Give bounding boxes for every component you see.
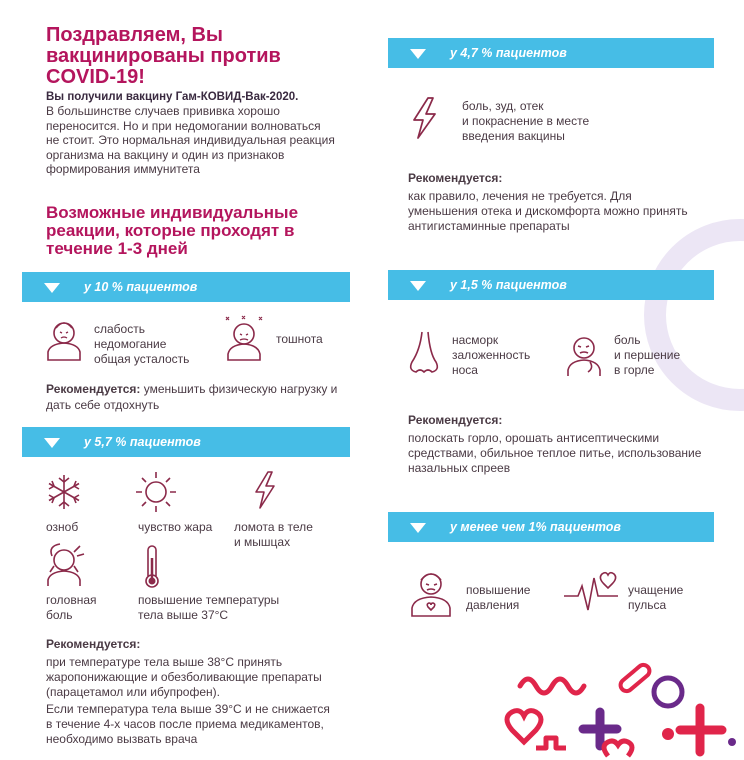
page-title: Поздравляем, Вы вакцинированы против COVID-19!	[46, 24, 281, 88]
triangle-icon	[410, 49, 426, 59]
band-label: у 4,7 % пациентов	[450, 46, 567, 60]
rec-text-5-7a: при температуре тела выше 38°С принять жаропонижающие и обезболивающие препараты (парацетамол или ибупрофен).	[46, 655, 322, 699]
symptom-nausea: тошнота	[276, 332, 323, 346]
rec-text: уменьшить физическую нагрузку и дать себе отдохнуть	[46, 382, 338, 412]
symptom-weakness: слабость недомогание общая усталость	[94, 322, 190, 366]
symptom-pulse: учащение пульса	[628, 583, 684, 612]
symptom-runny-nose: насморк заложенность носа	[452, 333, 531, 377]
band-label: у 1,5 % пациентов	[450, 278, 567, 292]
triangle-icon	[44, 438, 60, 448]
vaccine-line: Вы получили вакцину Гам-КОВИД-Вак-2020.	[46, 91, 299, 103]
rec-text-4-7: как правило, лечения не требуется. Для уменьшения отека и дискомфорта можно принять антигистаминные препараты	[408, 189, 688, 233]
weakness-person-icon	[44, 316, 84, 362]
headache-person-icon	[44, 542, 88, 588]
symptom-chills: озноб	[46, 520, 79, 534]
band-10-percent	[22, 272, 350, 302]
thermometer-icon	[140, 544, 164, 590]
symptom-body-aches: ломота в теле и мышцах	[234, 520, 313, 549]
rec-text-1-5: полоскать горло, орошать антисептическими средствами, обильное теплое питье, использование назальных спреев	[408, 431, 702, 475]
triangle-icon	[44, 283, 60, 293]
decor-shapes	[490, 662, 744, 760]
rec-label-1-5: Рекомендуется:	[408, 413, 503, 427]
band-label: у менее чем 1% пациентов	[450, 520, 621, 534]
band-5-7-percent	[22, 427, 350, 457]
symptom-fever-feeling: чувство жара	[138, 520, 213, 534]
band-less-1-percent	[388, 512, 714, 542]
symptom-temperature: повышение температуры тела выше 37°С	[138, 593, 280, 622]
sore-throat-person-icon	[566, 332, 606, 378]
nausea-person-icon	[222, 314, 266, 362]
symptom-sore-throat: боль и першение в горле	[614, 333, 681, 377]
pulse-heart-icon	[562, 570, 620, 614]
lightning-icon	[250, 470, 280, 510]
band-4-7-percent	[388, 38, 714, 68]
symptom-injection-site: боль, зуд, отек и покраснение в месте введения вакцины	[462, 99, 590, 143]
lightning-icon	[408, 96, 442, 140]
snowflake-icon	[44, 472, 84, 512]
band-label: у 10 % пациентов	[84, 280, 198, 294]
band-1-5-percent	[388, 270, 714, 300]
rec-label: Рекомендуется:	[46, 382, 141, 396]
symptom-pressure: повышение давления	[466, 583, 531, 612]
decor-ring	[600, 215, 744, 415]
recommendation-10	[46, 381, 346, 413]
rec-label-4-7: Рекомендуется:	[408, 171, 503, 185]
nose-icon	[406, 330, 442, 376]
band-label: у 5,7 % пациентов	[84, 435, 201, 449]
rec-label-5-7: Рекомендуется:	[46, 637, 141, 651]
triangle-icon	[410, 523, 426, 533]
symptom-headache: головная боль	[46, 593, 97, 622]
sun-icon	[134, 470, 178, 514]
rec-text-5-7b: Если температура тела выше 39°С и не снижается в течение 4-х часов после приема медикаментов, необходимо вызвать врача	[46, 702, 330, 746]
triangle-icon	[410, 281, 426, 291]
intro-text: В большинстве случаев прививка хорошо переносится. Но и при недомогании волноваться не стоит. Это нормальная индивидуальная реакция организма на вакцину и один из признаков формирования иммунитета	[46, 104, 335, 176]
blood-pressure-person-icon	[408, 566, 454, 618]
subtitle: Возможные индивидуальные реакции, которые проходят в течение 1-3 дней	[46, 203, 299, 258]
